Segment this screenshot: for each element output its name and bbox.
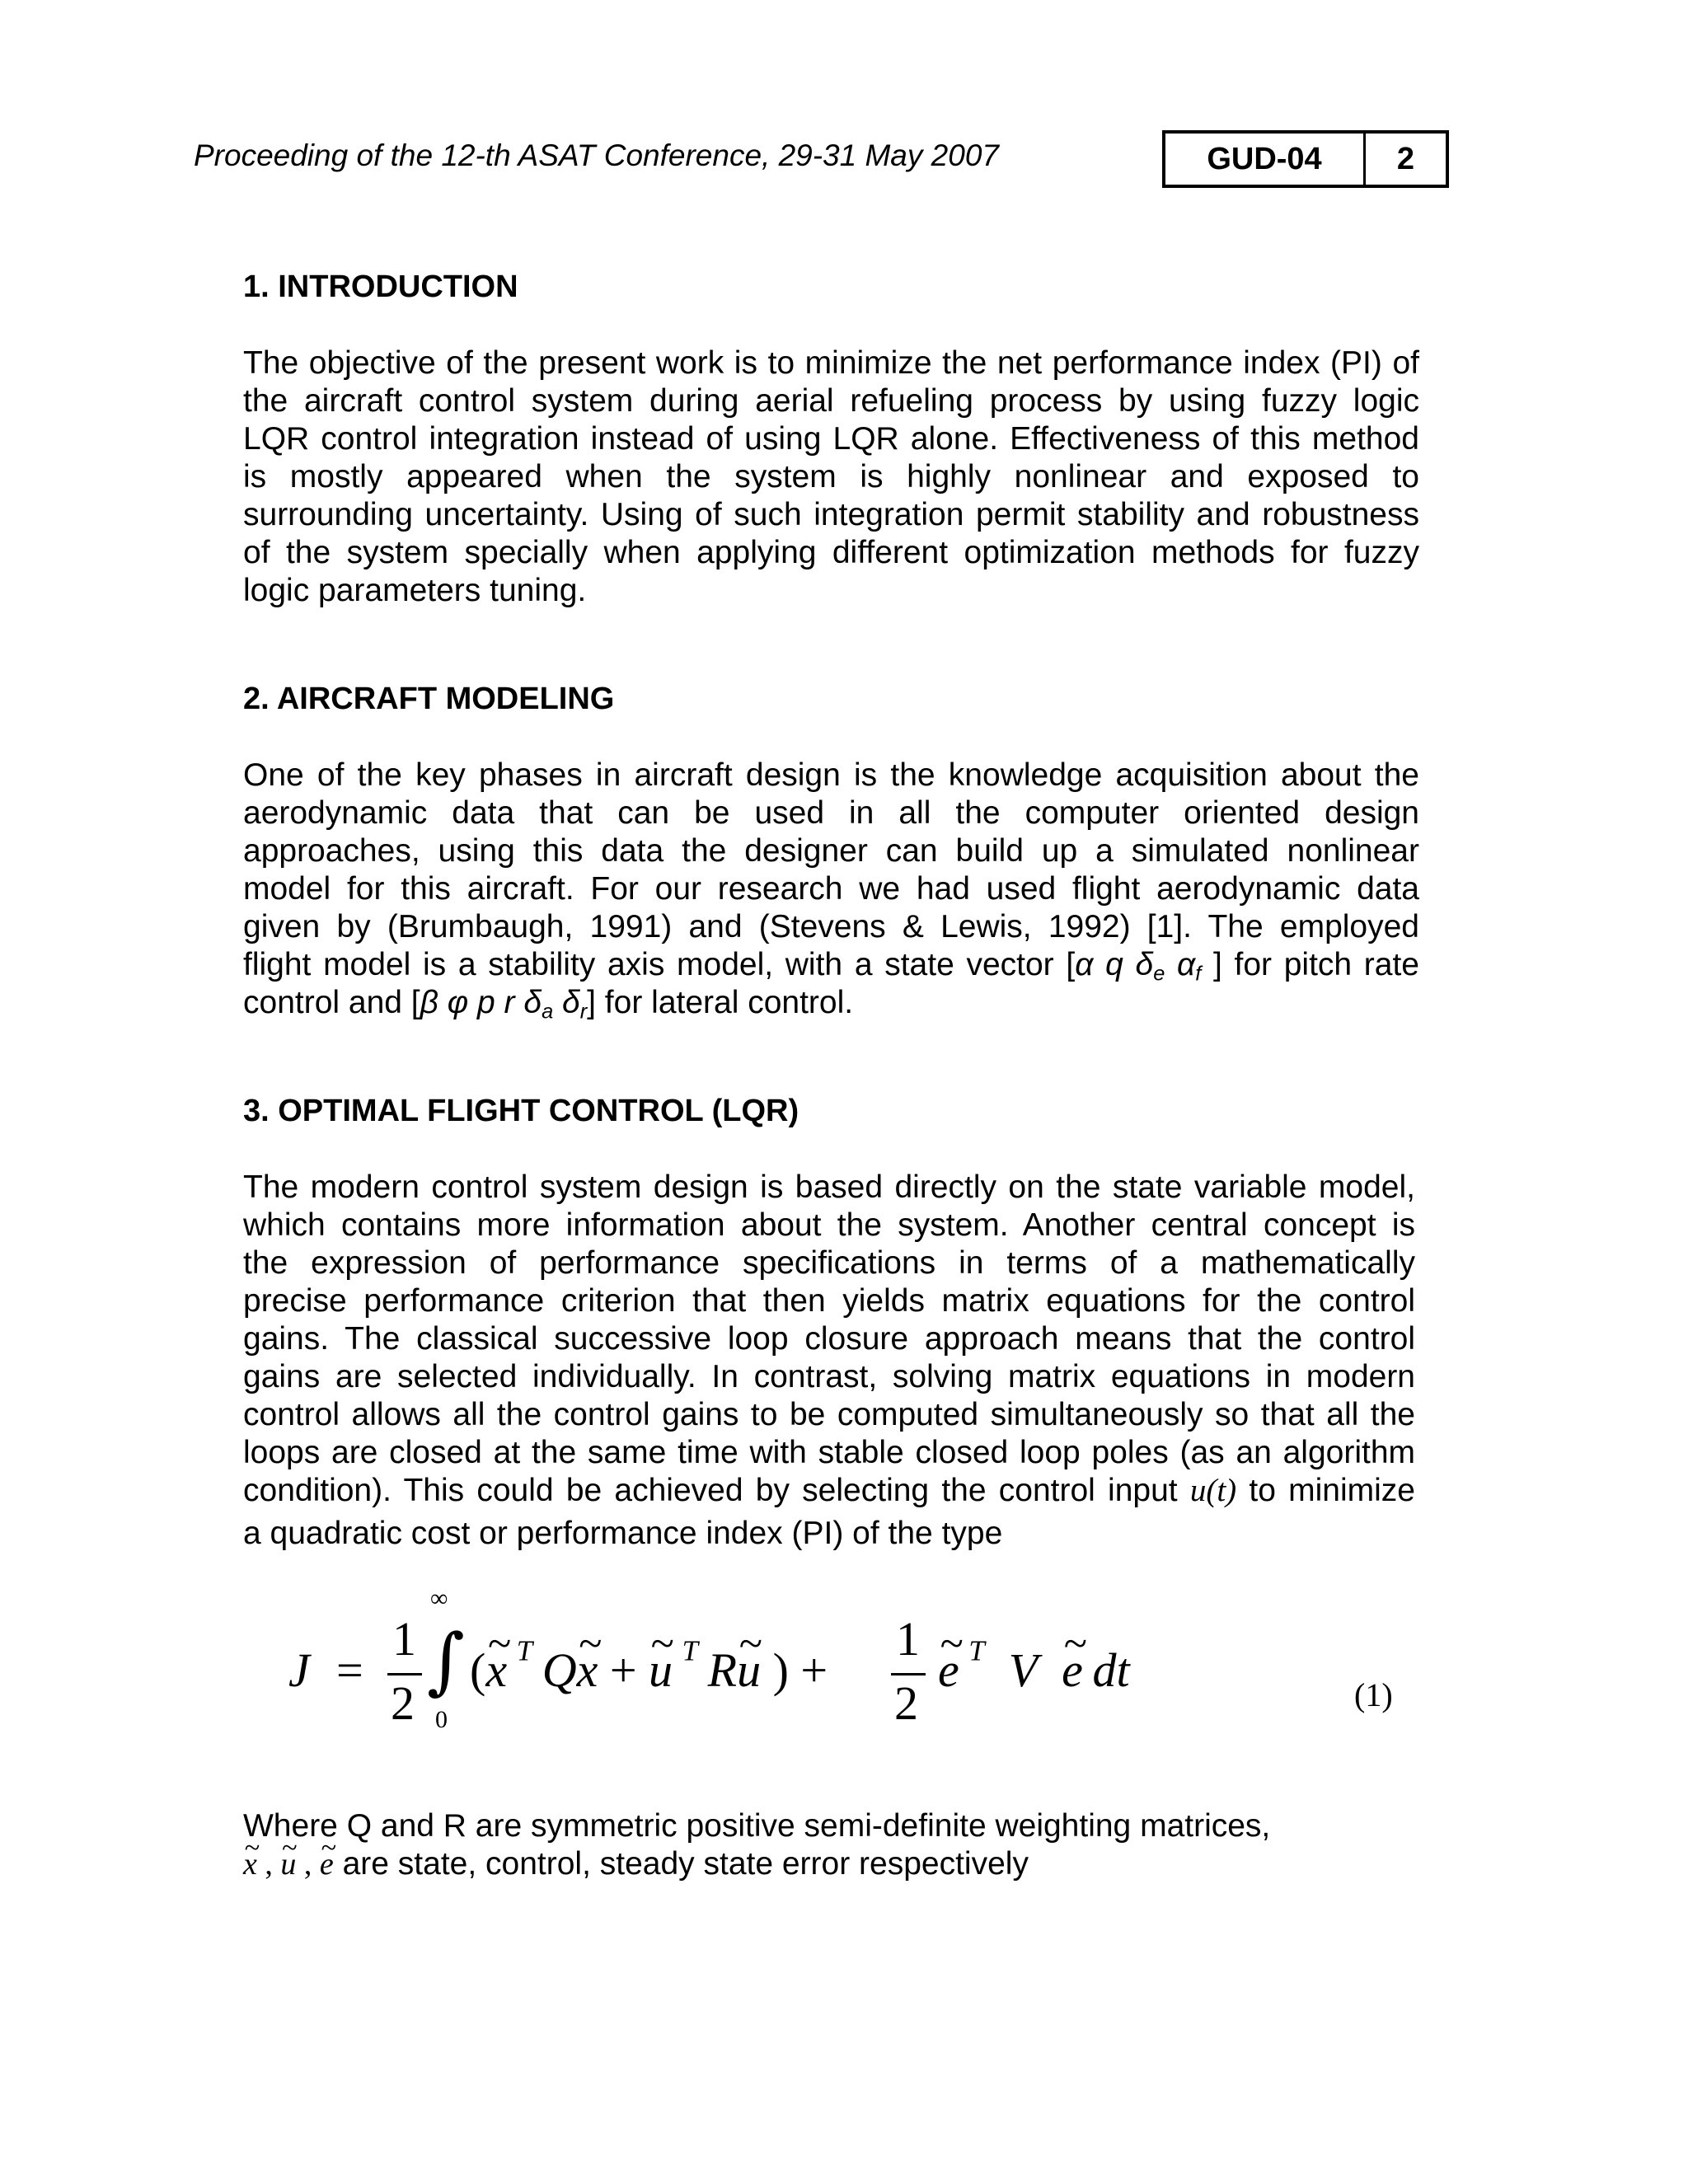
variable-list — [243, 1847, 334, 1882]
eq-open-paren: ( — [470, 1643, 486, 1697]
paragraph-introduction — [243, 344, 1419, 610]
text-line: given by (Brumbaugh, 1991) and (Stevens & Lewis, 1992) [1]. The employed — [243, 909, 1419, 944]
eq-close-paren: ) — [772, 1643, 789, 1697]
text-line: gains are selected individually. In contrast, solving matrix equations in modern — [243, 1359, 1415, 1394]
control-input-math: u(t) — [1189, 1473, 1237, 1508]
text-line-state-vector — [243, 946, 1419, 984]
text-line-variables — [243, 1845, 1438, 1883]
text-fragment: flight model is a stability axis model, with a state vector [ — [243, 947, 1076, 982]
equation-performance-index — [288, 1585, 1442, 1760]
text-line: approaches, using this data the designer can build up a simulated nonlinear — [243, 833, 1419, 869]
eq-upper-limit: ∞ — [430, 1585, 448, 1612]
page-number: 2 — [1396, 141, 1415, 176]
eq-lhs-j: J — [288, 1643, 310, 1697]
eq-main-term — [470, 1634, 828, 1698]
eq-q: Q — [542, 1643, 577, 1697]
math-fragment: β φ p r δ — [420, 985, 542, 1020]
text-fragment: ] for lateral control. — [587, 985, 854, 1020]
pitch-state-vector — [1075, 947, 1202, 986]
equation-number: (1) — [1354, 1676, 1393, 1713]
eq-x-tilde: ~ x — [577, 1643, 598, 1698]
text-line: aerodynamic data that can be used in all the computer oriented design — [243, 795, 1419, 831]
var-separator: , — [303, 1847, 312, 1882]
math-subscript: e — [1153, 962, 1165, 986]
text-line: surrounding uncertainty. Using of such integration permit stability and robustness — [243, 497, 1419, 532]
eq-v: V — [1008, 1643, 1039, 1697]
eq-lower-limit: 0 — [435, 1706, 448, 1733]
paragraph-aircraft-modeling — [243, 757, 1419, 1022]
eq-e-tilde: ~ e — [1062, 1643, 1083, 1698]
eq-error-term — [938, 1634, 1130, 1698]
eq-e-tilde: ~ e — [938, 1643, 959, 1698]
var-u-tilde: ~ u — [280, 1845, 296, 1883]
text-line: model for this aircraft. For our research we had used flight aerodynamic data — [243, 871, 1419, 907]
text-line: loops are closed at the same time with stable closed loop poles (as an algorithm — [243, 1435, 1415, 1470]
text-line: Where Q and R are symmetric positive semi-definite weighting matrices, — [243, 1808, 1271, 1844]
text-line: the aircraft control system during aerial refueling process by using fuzzy logic — [243, 383, 1419, 419]
paragraph-optimal-flight-control — [243, 1169, 1415, 1553]
eq-x-tilde: ~ x — [485, 1643, 507, 1698]
eq-u-tilde: ~ u — [649, 1643, 673, 1698]
eq-dt: dt — [1092, 1643, 1130, 1697]
math-fragment: α — [1165, 947, 1196, 982]
text-line-lateral-vector — [243, 984, 1419, 1022]
eq-integral: ∫ — [427, 1618, 465, 1703]
var-x-tilde: ~ x — [243, 1845, 257, 1883]
text-line: The modern control system design is based directly on the state variable model, — [243, 1169, 1415, 1205]
text-fragment: to minimize — [1236, 1473, 1415, 1508]
eq-frac2-numerator: 1 — [896, 1612, 920, 1666]
math-subscript: a — [542, 1000, 554, 1024]
math-fragment: α q δ — [1075, 947, 1154, 982]
text-line: which contains more information about the system. Another central concept is — [243, 1207, 1415, 1243]
text-line: of the system specially when applying different optimization methods for fuzzy — [243, 535, 1419, 570]
text-fragment: ] for pitch rate — [1201, 947, 1419, 982]
eq-frac1-denominator: 2 — [391, 1676, 415, 1730]
eq-plus: + — [800, 1643, 828, 1697]
eq-transpose: T — [682, 1634, 699, 1667]
math-fragment: δ — [553, 985, 580, 1020]
math-subscript: r — [579, 1000, 588, 1024]
text-line: is mostly appeared when the system is highly nonlinear and exposed to — [243, 459, 1419, 494]
eq-transpose: T — [968, 1634, 985, 1667]
text-line-control-input — [243, 1472, 1415, 1510]
text-fragment: are state, control, steady state error respectively — [333, 1846, 1029, 1882]
text-line: One of the key phases in aircraft design is the knowledge acquisition about the — [243, 757, 1419, 793]
var-e-tilde: ~ e — [320, 1845, 334, 1883]
section-heading-introduction: 1. INTRODUCTION — [243, 269, 518, 304]
lateral-state-vector — [420, 985, 588, 1024]
eq-u-tilde: ~ u — [737, 1643, 761, 1698]
paper-id-box — [1162, 130, 1449, 188]
text-fragment: condition). This could be achieved by selecting the control input — [243, 1473, 1190, 1508]
text-line: logic parameters tuning. — [243, 573, 587, 608]
paper-code: GUD-04 — [1165, 134, 1366, 185]
section-heading-aircraft-modeling: 2. AIRCRAFT MODELING — [243, 682, 615, 716]
text-line: control allows all the control gains to be computed simultaneously so that all the — [243, 1397, 1415, 1432]
text-line: precise performance criterion that then yields matrix equations for the control — [243, 1283, 1415, 1319]
math-subscript: f — [1195, 962, 1202, 986]
running-header: Proceeding of the 12-th ASAT Conference, 29-31 May 2007 — [194, 138, 999, 172]
var-separator: , — [265, 1847, 273, 1882]
paragraph-after-equation — [243, 1807, 1438, 1883]
eq-equals: = — [336, 1643, 363, 1697]
text-line: LQR control integration instead of using LQR alone. Effectiveness of this method — [243, 421, 1419, 457]
section-heading-optimal-flight-control: 3. OPTIMAL FLIGHT CONTROL (LQR) — [243, 1094, 799, 1128]
text-line: The objective of the present work is to minimize the net performance index (PI) of — [243, 345, 1419, 381]
eq-frac2-denominator: 2 — [894, 1676, 918, 1730]
eq-r: R — [707, 1643, 738, 1697]
text-line: gains. The classical successive loop closure approach means that the control — [243, 1321, 1415, 1357]
eq-transpose: T — [516, 1634, 533, 1667]
text-line: a quadratic cost or performance index (PI) of the type — [243, 1516, 1003, 1551]
eq-frac1-numerator: 1 — [392, 1612, 416, 1666]
text-line: the expression of performance specifications in terms of a mathematically — [243, 1245, 1415, 1281]
eq-plus: + — [609, 1643, 637, 1697]
text-fragment: control and [ — [243, 985, 420, 1020]
